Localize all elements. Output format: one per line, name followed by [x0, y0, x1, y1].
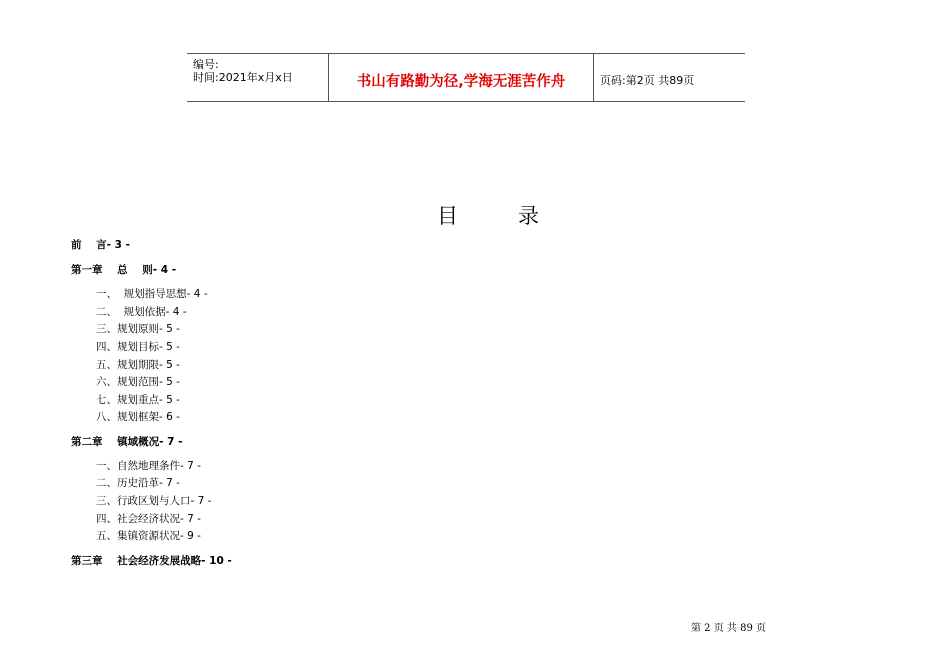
header-page-cell	[594, 54, 745, 101]
toc-entry[interactable]: 三、行政区划与人口- 7 -	[96, 495, 212, 507]
toc-entry[interactable]: 四、社会经济状况- 7 -	[96, 513, 201, 525]
toc-entry[interactable]: 七、规划重点- 5 -	[96, 394, 180, 406]
toc-title-part2: 录	[518, 204, 539, 228]
toc-title	[437, 200, 539, 230]
toc-entry[interactable]: 二、 规划依据- 4 -	[96, 306, 187, 318]
toc-title-part1: 目	[437, 204, 458, 228]
document-date: 时间:2021年x月x日	[193, 71, 293, 84]
page-header	[187, 53, 745, 102]
toc-entry[interactable]: 六、规划范围- 5 -	[96, 376, 180, 388]
toc-entry[interactable]: 四、规划目标- 5 -	[96, 341, 180, 353]
header-page-number: 页码:第2页 共89页	[600, 74, 695, 87]
toc-entry[interactable]: 三、规划原则- 5 -	[96, 323, 180, 335]
header-info-cell	[187, 54, 329, 101]
toc-entry-chapter-2[interactable]: 第二章 镇域概况- 7 -	[71, 436, 183, 448]
header-motto-cell	[329, 54, 594, 101]
toc-entry[interactable]: 八、规划框架- 6 -	[96, 411, 180, 423]
toc-entry[interactable]: 一、自然地理条件- 7 -	[96, 460, 201, 472]
footer-page-number: 第 2 页 共 89 页	[691, 623, 766, 634]
motto-text: 书山有路勤为径,学海无涯苦作舟	[356, 74, 566, 90]
toc-entry[interactable]: 五、规划期限- 5 -	[96, 359, 180, 371]
toc-entry-chapter-1[interactable]: 第一章 总 则- 4 -	[71, 264, 177, 276]
toc-entry[interactable]: 五、集镇资源状况- 9 -	[96, 530, 201, 542]
toc-entry-preface[interactable]: 前 言- 3 -	[71, 239, 130, 251]
toc-entry-chapter-3[interactable]: 第三章 社会经济发展战略- 10 -	[71, 555, 232, 567]
document-code-label: 编号:	[193, 58, 219, 71]
toc-entry[interactable]: 一、 规划指导思想- 4 -	[96, 288, 208, 300]
toc-entry[interactable]: 二、历史沿革- 7 -	[96, 477, 180, 489]
